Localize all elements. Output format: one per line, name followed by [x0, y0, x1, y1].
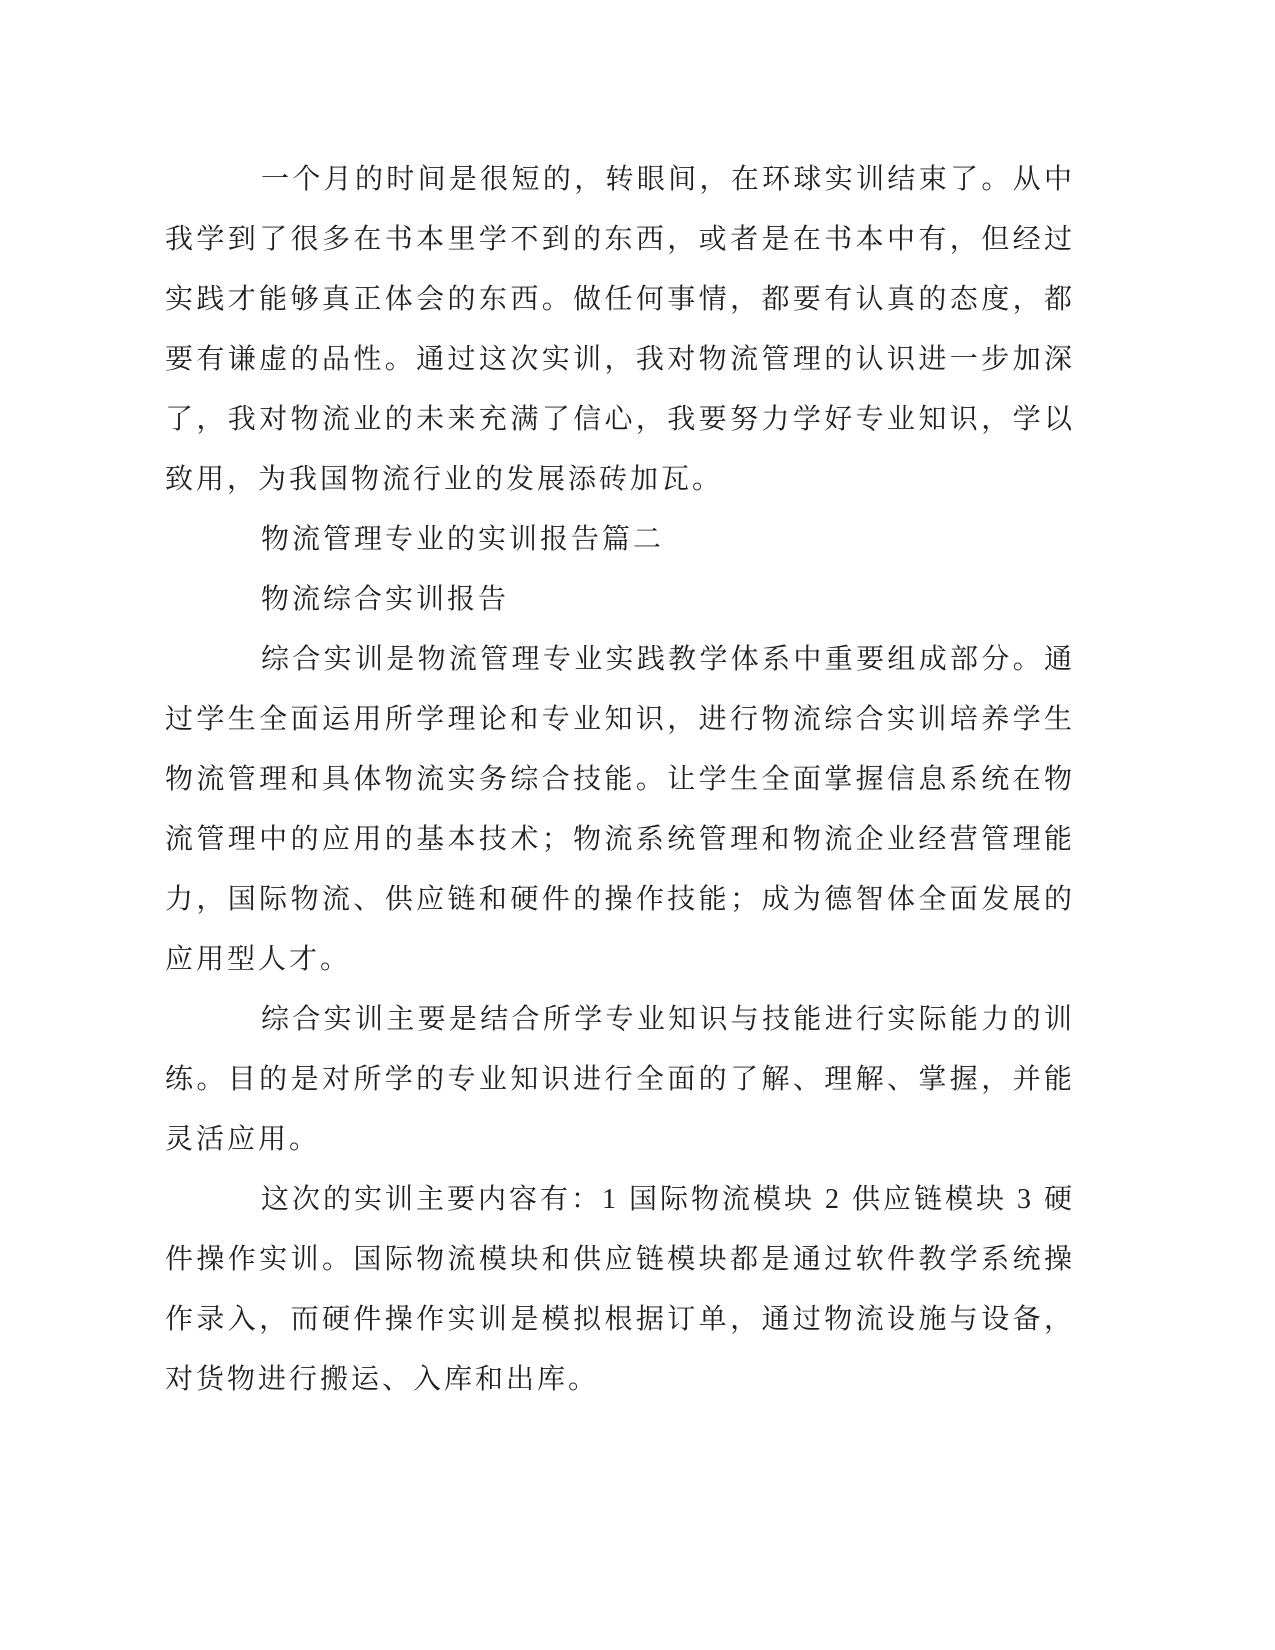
paragraph-conclusion: 一个月的时间是很短的，转眼间，在环球实训结束了。从中我学到了很多在书本里学不到的东西，或者是在书本中有，但经过实践才能够真正体会的东西。做任何事情，都要有认真的态度，都要有谦虚的品性。通过这次实训，我对物流管理的认识进一步加深了，我对物流业的未来充满了信心，我要努力学好专业知识，学以致用，为我国物流行业的发展添砖加瓦。 — [165, 164, 1075, 495]
document-body — [165, 150, 1075, 1410]
section-heading-part-two: 物流管理专业的实训报告篇二 — [261, 524, 665, 555]
paragraph-overview: 综合实训是物流管理专业实践教学体系中重要组成部分。通过学生全面运用所学理论和专业知识，进行物流综合实训培养学生物流管理和具体物流实务综合技能。让学生全面掌握信息系统在物流管理中的应用的基本技术；物流系统管理和物流企业经营管理能力，国际物流、供应链和硬件的操作技能；成为德智体全面发展的应用型人才。 — [165, 644, 1075, 975]
paragraph-content: 这次的实训主要内容有：1 国际物流模块 2 供应链模块 3 硬件操作实训。国际物流模块和供应链模块都是通过软件教学系统操作录入，而硬件操作实训是模拟根据订单，通过物流设施与设备，对货物进行搬运、入库和出库。 — [165, 1184, 1076, 1395]
report-subtitle: 物流综合实训报告 — [261, 584, 510, 615]
paragraph-purpose: 综合实训主要是结合所学专业知识与技能进行实际能力的训练。目的是对所学的专业知识进行全面的了解、理解、掌握，并能灵活应用。 — [165, 1004, 1075, 1155]
